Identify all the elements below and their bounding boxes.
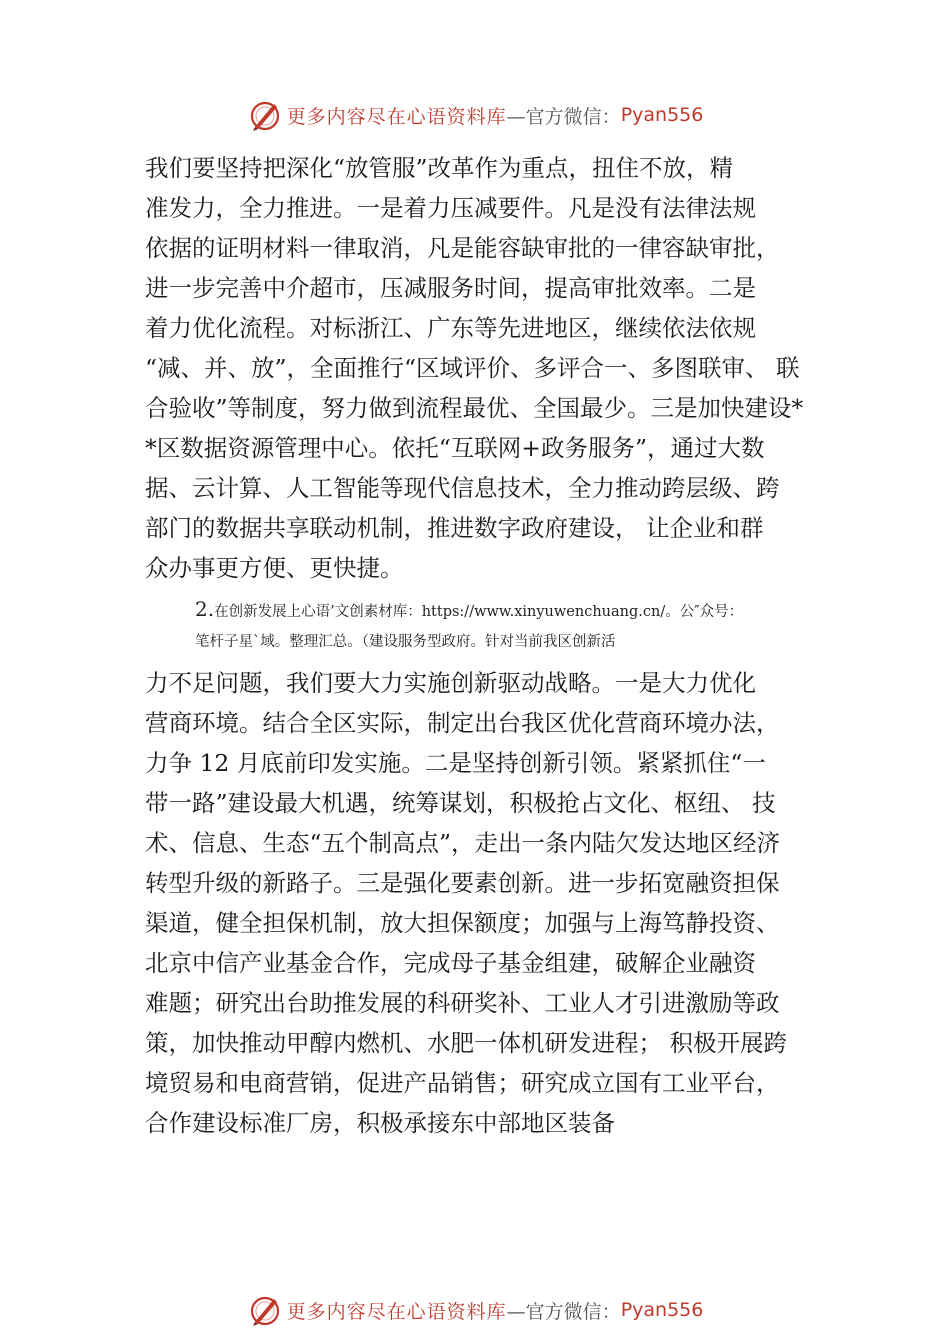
header-banner xyxy=(0,95,950,135)
text-line: 渠道，健全担保机制，放大担保额度；加强与上海笃静投资、 xyxy=(145,909,780,937)
text-line: 北京中信产业基金合作，完成母子基金组建，破解企业融资 xyxy=(145,949,756,977)
pen-logo-icon xyxy=(247,97,283,133)
note-line-1 xyxy=(195,594,835,627)
note-text: 在创新发展上心语’文创素材库：https://www.xinyuwenchuang.cn/。公″众号： xyxy=(214,604,744,620)
inserted-note xyxy=(195,594,835,657)
paragraph-2 xyxy=(145,663,835,1143)
text-line: 力争 12 月底前印发实施。二是坚持创新引领。紧紧抓住“一 xyxy=(145,749,766,777)
wechat-account: Pyan556 xyxy=(620,1299,704,1321)
text-line: 依据的证明材料一律取消，凡是能容缺审批的一律容缺审批， xyxy=(145,234,780,262)
text-line: 准发力，全力推进。一是着力压减要件。凡是没有法律法规 xyxy=(145,194,756,222)
paragraph-1 xyxy=(145,148,835,588)
text-line: 术、信息、生态“五个制高点”，走出一条内陆欠发达地区经济 xyxy=(145,829,781,857)
text-line: “减、并、放”，全面推行“区域评价、多评合一、多图联审、 联 xyxy=(145,354,800,382)
text-line: 力不足问题，我们要大力实施创新驱动战略。一是大力优化 xyxy=(145,669,756,697)
text-line: 境贸易和电商营销，促进产品销售；研究成立国有工业平台， xyxy=(145,1069,780,1097)
text-line: 合验收”等制度，努力做到流程最优、全国最少。三是加快建设* xyxy=(145,394,804,422)
text-line: 难题；研究出台助推发展的科研奖补、工业人才引进激励等政 xyxy=(145,989,780,1017)
note-line-2: 笔杆子星`域。整理汇总。（建设服务型政府。针对当前我区创新活 xyxy=(195,634,616,650)
banner-title: 更多内容尽在心语资料库 xyxy=(286,1300,507,1323)
text-line: 我们要坚持把深化“放管服”改革作为重点，扭住不放，精 xyxy=(145,154,734,182)
text-line: 营商环境。结合全区实际，制定出台我区优化营商环境办法， xyxy=(145,709,780,737)
text-line: 着力优化流程。对标浙江、广东等先进地区，继续依法依规 xyxy=(145,314,756,342)
text-line: 带一路”建设最大机遇，统筹谋划，积极抢占文化、枢纽、 技 xyxy=(145,789,776,817)
text-line: 据、云计算、人工智能等现代信息技术，全力推动跨层级、跨 xyxy=(145,474,780,502)
text-line: 合作建设标准厂房，积极承接东中部地区装备 xyxy=(145,1109,615,1137)
text-line: 策，加快推动甲醇内燃机、水肥一体机研发进程； 积极开展跨 xyxy=(145,1029,787,1057)
text-line: 转型升级的新路子。三是强化要素创新。进一步拓宽融资担保 xyxy=(145,869,780,897)
footer-banner xyxy=(0,1290,950,1330)
text-line: 进一步完善中介超市，压减服务时间，提高审批效率。二是 xyxy=(145,274,756,302)
banner-title: 更多内容尽在心语资料库 xyxy=(286,105,507,128)
banner-separator: —官方微信： xyxy=(506,105,621,128)
text-line: *区数据资源管理中心。依托“互联网+政务服务”，通过大数 xyxy=(145,434,765,462)
banner-separator: —官方微信： xyxy=(506,1300,621,1323)
list-number: 2. xyxy=(195,597,215,621)
pen-logo-icon xyxy=(247,1292,283,1328)
text-line: 众办事更方便、更快捷。 xyxy=(145,554,404,582)
text-line: 部门的数据共享联动机制，推进数字政府建设， 让企业和群 xyxy=(145,514,764,542)
wechat-account: Pyan556 xyxy=(620,104,704,126)
